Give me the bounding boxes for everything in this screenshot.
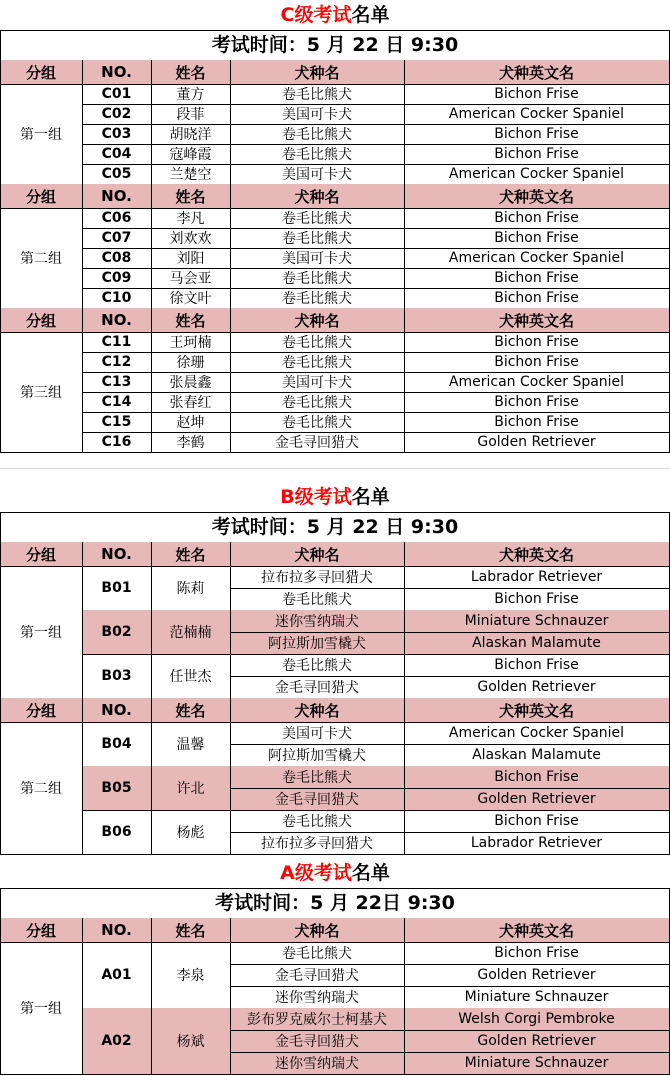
grid-line (404, 918, 405, 942)
grid-line (151, 722, 152, 854)
grid-line (230, 208, 231, 308)
grid-line (230, 84, 231, 184)
breed-en: Alaskan Malamute (472, 635, 601, 651)
breed-cn: 卷毛比熊犬 (282, 770, 352, 786)
grid-line (151, 60, 152, 84)
grid-line (151, 542, 152, 566)
entry-number: C09 (101, 270, 132, 286)
entry-number: C06 (101, 210, 132, 226)
entry-number: C08 (101, 250, 132, 266)
breed-cn: 卷毛比熊犬 (282, 395, 352, 411)
entry-number: B01 (101, 580, 132, 596)
breed-en: Golden Retriever (477, 791, 596, 807)
breed-cn: 金毛寻回猎犬 (275, 680, 359, 696)
grid-line (404, 84, 405, 184)
grid-line (0, 854, 670, 855)
column-header: NO. (101, 63, 132, 81)
entry-number: A02 (101, 1033, 132, 1049)
grid-line (404, 942, 405, 1074)
breed-cn: 卷毛比熊犬 (282, 592, 352, 608)
breed-cn: 卷毛比熊犬 (282, 231, 352, 247)
breed-en: Miniature Schnauzer (464, 989, 609, 1005)
column-header: 分组 (25, 187, 56, 206)
breed-cn: 金毛寻回猎犬 (275, 968, 359, 984)
column-header: NO. (101, 311, 132, 329)
column-header: 犬种名 (294, 187, 340, 206)
grid-line (230, 918, 231, 942)
grid-line (82, 942, 83, 1074)
entry-number: A01 (101, 967, 132, 983)
breed-cn: 卷毛比熊犬 (282, 415, 352, 431)
grid-line (82, 918, 83, 942)
entry-number: C03 (101, 126, 132, 142)
grid-line (0, 512, 1, 854)
grid-line (404, 542, 405, 566)
breed-cn: 阿拉斯加雪橇犬 (268, 636, 366, 652)
column-header: 分组 (25, 63, 56, 82)
group-label: 第二组 (20, 781, 62, 797)
column-header: 犬种名 (294, 63, 340, 82)
column-header: 犬种名 (294, 311, 340, 330)
breed-en: Bichon Frise (494, 769, 579, 785)
breed-en: Alaskan Malamute (472, 747, 601, 763)
entry-number: C12 (101, 354, 132, 370)
breed-cn: 卷毛比熊犬 (282, 291, 352, 307)
column-header: NO. (101, 545, 132, 563)
breed-en: Bichon Frise (494, 146, 579, 162)
grid-line (82, 698, 83, 722)
breed-cn: 卷毛比熊犬 (282, 335, 352, 351)
handler-name: 胡晓洋 (169, 127, 212, 143)
section-title-suffix: 名单 (351, 4, 390, 26)
breed-en: Labrador Retriever (470, 569, 603, 585)
exam-time: 考试时间：5 月 22 日 9:30 (211, 34, 459, 56)
column-header: 犬种名 (294, 921, 340, 940)
handler-name: 李泉 (176, 968, 205, 984)
grid-line (404, 208, 405, 308)
breed-en: Bichon Frise (494, 414, 579, 430)
handler-name: 刘欢欢 (169, 231, 212, 247)
column-header: 姓名 (175, 701, 206, 720)
column-header: NO. (101, 701, 132, 719)
grid-line (82, 308, 83, 332)
column-header: 犬种英文名 (498, 63, 574, 82)
column-header: 姓名 (175, 187, 206, 206)
breed-cn: 美国可卡犬 (282, 107, 352, 123)
grid-line (0, 452, 670, 453)
breed-cn: 卷毛比熊犬 (282, 127, 352, 143)
entry-number: C05 (101, 166, 132, 182)
breed-en: American Cocker Spaniel (448, 166, 625, 182)
group-label: 第三组 (20, 385, 62, 401)
entry-number: B06 (101, 824, 132, 840)
breed-en: Bichon Frise (494, 334, 579, 350)
grid-line (151, 918, 152, 942)
column-header: 分组 (25, 921, 56, 940)
handler-name: 杨彪 (176, 825, 205, 841)
grid-line (230, 566, 231, 698)
grid-line (82, 566, 83, 698)
column-header: 犬种英文名 (498, 311, 574, 330)
handler-name: 兰楚空 (169, 167, 212, 183)
grid-line (151, 942, 152, 1074)
grid-line (230, 722, 231, 854)
grid-line (230, 332, 231, 452)
grid-line (151, 184, 152, 208)
breed-cn: 金毛寻回猎犬 (275, 792, 359, 808)
breed-en: American Cocker Spaniel (448, 106, 625, 122)
empty-row-gridline (0, 468, 670, 469)
column-header: 姓名 (175, 311, 206, 330)
grid-line (230, 184, 231, 208)
breed-cn: 阿拉斯加雪橇犬 (268, 748, 366, 764)
handler-name: 徐珊 (176, 355, 205, 371)
handler-name: 陈莉 (176, 581, 205, 597)
column-header: 分组 (25, 701, 56, 720)
entry-number: C02 (101, 106, 132, 122)
grid-line (404, 722, 405, 854)
group-label: 第一组 (20, 1001, 62, 1017)
grid-line (0, 888, 1, 1074)
entry-number: C14 (101, 394, 132, 410)
entry-number: C11 (101, 334, 132, 350)
entry-number: C04 (101, 146, 132, 162)
breed-en: Golden Retriever (477, 679, 596, 695)
section-title-level: B级考试 (280, 486, 352, 508)
handler-name: 董方 (176, 87, 205, 103)
handler-name: 徐文叶 (169, 291, 212, 307)
breed-cn: 美国可卡犬 (282, 167, 352, 183)
column-header: 犬种英文名 (498, 701, 574, 720)
breed-en: Bichon Frise (494, 126, 579, 142)
entry-number: C16 (101, 434, 132, 450)
column-header: 犬种名 (294, 545, 340, 564)
breed-cn: 卷毛比熊犬 (282, 814, 352, 830)
exam-time: 考试时间：5 月 22日 9:30 (215, 892, 455, 914)
section-title (0, 858, 670, 888)
group-label: 第二组 (20, 251, 62, 267)
breed-en: Labrador Retriever (470, 835, 603, 851)
breed-en: Bichon Frise (494, 270, 579, 286)
grid-line (230, 942, 231, 1074)
breed-cn: 彭布罗克威尔士柯基犬 (247, 1012, 387, 1028)
handler-name: 王珂楠 (169, 335, 212, 351)
breed-en: American Cocker Spaniel (448, 374, 625, 390)
breed-en: Bichon Frise (494, 591, 579, 607)
grid-line (404, 184, 405, 208)
grid-line (151, 566, 152, 698)
handler-name: 许北 (176, 781, 205, 797)
handler-name: 张春红 (169, 395, 212, 411)
column-header: 分组 (25, 311, 56, 330)
grid-line (82, 542, 83, 566)
breed-cn: 卷毛比熊犬 (282, 87, 352, 103)
column-header: 分组 (25, 545, 56, 564)
section-title-suffix: 名单 (351, 486, 390, 508)
entry-number: B03 (101, 668, 132, 684)
entry-number: C07 (101, 230, 132, 246)
handler-name: 杨斌 (176, 1034, 205, 1050)
grid-line (0, 30, 1, 452)
grid-line (230, 698, 231, 722)
entry-number: C01 (101, 86, 132, 102)
breed-en: Welsh Corgi Pembroke (458, 1011, 615, 1027)
column-header: 姓名 (175, 545, 206, 564)
entry-number: B02 (101, 624, 132, 640)
breed-en: Golden Retriever (477, 967, 596, 983)
section-title (0, 482, 670, 512)
breed-en: Bichon Frise (494, 657, 579, 673)
handler-name: 段菲 (176, 107, 205, 123)
breed-en: American Cocker Spaniel (448, 725, 625, 741)
entry-number: B04 (101, 736, 132, 752)
grid-line (404, 60, 405, 84)
grid-line (151, 208, 152, 308)
group-label: 第一组 (20, 625, 62, 641)
column-header: 犬种英文名 (498, 187, 574, 206)
breed-cn: 卷毛比熊犬 (282, 147, 352, 163)
grid-line (0, 1074, 670, 1075)
breed-cn: 卷毛比熊犬 (282, 271, 352, 287)
breed-cn: 拉布拉多寻回猎犬 (261, 570, 373, 586)
breed-cn: 卷毛比熊犬 (282, 946, 352, 962)
group-label: 第一组 (20, 127, 62, 143)
breed-en: Bichon Frise (494, 290, 579, 306)
handler-name: 马会亚 (169, 271, 212, 287)
grid-line (82, 184, 83, 208)
entry-number: C10 (101, 290, 132, 306)
breed-en: Bichon Frise (494, 394, 579, 410)
grid-line (404, 698, 405, 722)
grid-line (230, 60, 231, 84)
grid-line (404, 308, 405, 332)
column-header: 姓名 (175, 921, 206, 940)
breed-cn: 迷你雪纳瑞犬 (275, 614, 359, 630)
breed-cn: 美国可卡犬 (282, 375, 352, 391)
handler-name: 刘阳 (176, 251, 205, 267)
breed-en: Bichon Frise (494, 945, 579, 961)
breed-en: Miniature Schnauzer (464, 1055, 609, 1071)
grid-line (82, 84, 83, 184)
section-title-level: C级考试 (280, 4, 352, 26)
entry-number: B05 (101, 780, 132, 796)
grid-line (151, 84, 152, 184)
grid-line (82, 722, 83, 854)
section-title-level: A级考试 (280, 862, 352, 884)
breed-en: Golden Retriever (477, 434, 596, 450)
handler-name: 李凡 (176, 211, 205, 227)
grid-line (404, 332, 405, 452)
breed-cn: 金毛寻回猎犬 (275, 435, 359, 451)
handler-name: 任世杰 (169, 669, 212, 685)
handler-name: 温馨 (176, 737, 205, 753)
grid-line (151, 332, 152, 452)
column-header: 姓名 (175, 63, 206, 82)
breed-cn: 美国可卡犬 (282, 251, 352, 267)
handler-name: 李鹤 (176, 435, 205, 451)
grid-line (230, 542, 231, 566)
breed-cn: 迷你雪纳瑞犬 (275, 990, 359, 1006)
breed-cn: 拉布拉多寻回猎犬 (261, 836, 373, 852)
breed-cn: 卷毛比熊犬 (282, 211, 352, 227)
section-title-suffix: 名单 (351, 862, 390, 884)
handler-name: 张晨鑫 (169, 375, 212, 391)
breed-en: Bichon Frise (494, 210, 579, 226)
breed-en: Bichon Frise (494, 230, 579, 246)
breed-en: Miniature Schnauzer (464, 613, 609, 629)
breed-cn: 金毛寻回猎犬 (275, 1034, 359, 1050)
column-header: 犬种英文名 (498, 921, 574, 940)
column-header: NO. (101, 921, 132, 939)
entry-number: C13 (101, 374, 132, 390)
handler-name: 寇峰霞 (169, 147, 212, 163)
grid-line (151, 308, 152, 332)
breed-cn: 美国可卡犬 (282, 726, 352, 742)
column-header: NO. (101, 187, 132, 205)
breed-cn: 迷你雪纳瑞犬 (275, 1056, 359, 1072)
breed-en: Bichon Frise (494, 86, 579, 102)
exam-time: 考试时间：5 月 22 日 9:30 (211, 516, 459, 538)
handler-name: 赵坤 (176, 415, 205, 431)
section-title (0, 0, 670, 30)
breed-cn: 卷毛比熊犬 (282, 355, 352, 371)
entry-number: C15 (101, 414, 132, 430)
grid-line (404, 566, 405, 698)
grid-line (82, 332, 83, 452)
grid-line (82, 60, 83, 84)
handler-name: 范楠楠 (169, 625, 212, 641)
grid-line (82, 208, 83, 308)
grid-line (151, 698, 152, 722)
column-header: 犬种英文名 (498, 545, 574, 564)
breed-en: Bichon Frise (494, 813, 579, 829)
breed-en: Golden Retriever (477, 1033, 596, 1049)
breed-en: American Cocker Spaniel (448, 250, 625, 266)
grid-line (230, 308, 231, 332)
breed-cn: 卷毛比熊犬 (282, 658, 352, 674)
breed-en: Bichon Frise (494, 354, 579, 370)
column-header: 犬种名 (294, 701, 340, 720)
